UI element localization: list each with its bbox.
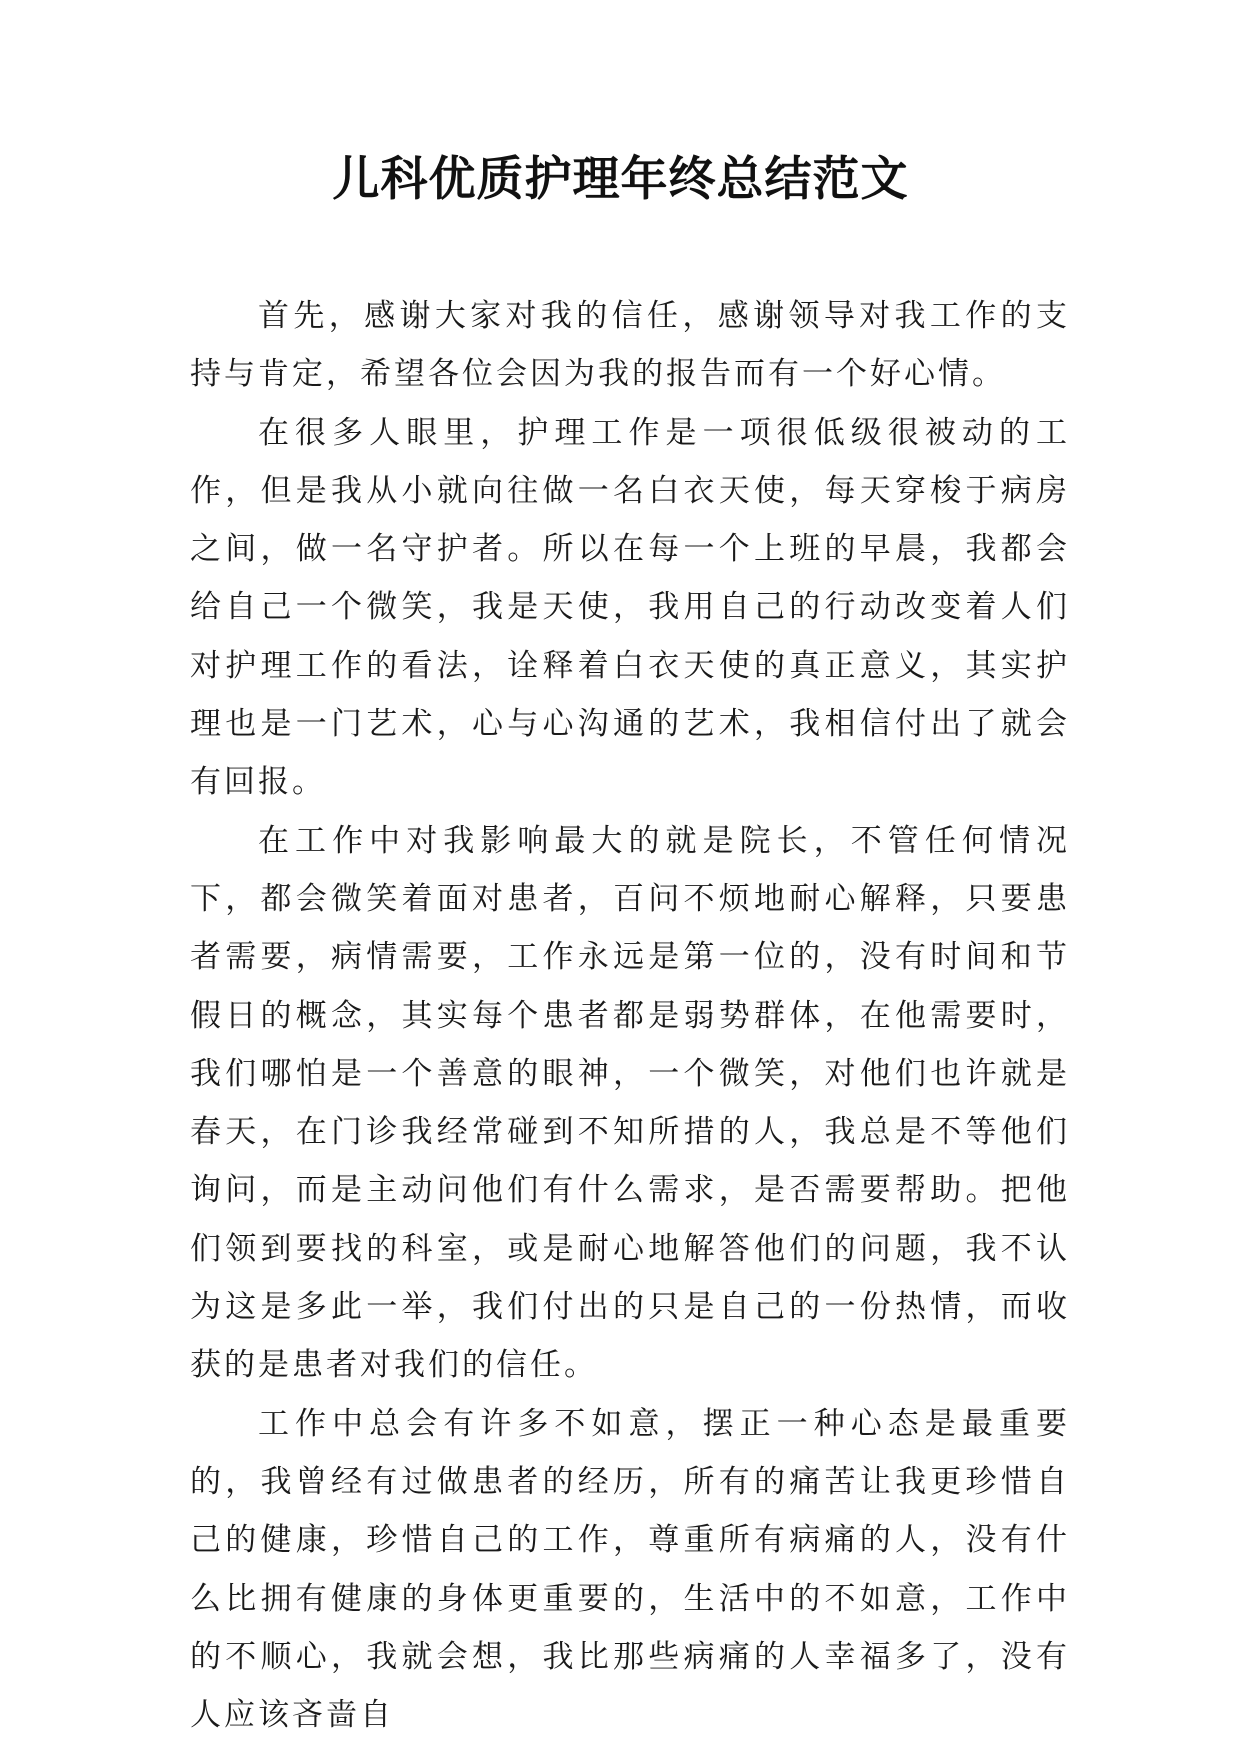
document-title: 儿科优质护理年终总结范文 (332, 152, 909, 207)
document-body (190, 287, 1070, 1744)
paragraph-2: 在很多人眼里，护理工作是一项很低级很被动的工作，但是我从小就向往做一名白衣天使，每天穿梭于病房之间，做一名守护者。所以在每一个上班的早晨，我都会给自己一个微笑，我是天使，我用自己的行动改变着人们对护理工作的看法，诠释着白衣天使的真正意义，其实护理也是一门艺术，心与心沟通的艺术，我相信付出了就会有回报。 (190, 414, 1070, 801)
paragraph-3: 在工作中对我影响最大的就是院长，不管任何情况下，都会微笑着面对患者，百问不烦地耐心解释，只要患者需要，病情需要，工作永远是第一位的，没有时间和节假日的概念，其实每个患者都是弱势群体，在他需要时，我们哪怕是一个善意的眼神，一个微笑，对他们也许就是春天，在门诊我经常碰到不知所措的人，我总是不等他们询问，而是主动问他们有什么需求，是否需要帮助。把他们领到要找的科室，或是耐心地解答他们的问题，我不认为这是多此一举，我们付出的只是自己的一份热情，而收获的是患者对我们的信任。 (190, 822, 1070, 1384)
paragraph-1: 首先，感谢大家对我的信任，感谢领导对我工作的支持与肯定，希望各位会因为我的报告而有一个好心情。 (190, 298, 1070, 393)
paragraph-4: 工作中总会有许多不如意，摆正一种心态是最重要的，我曾经有过做患者的经历，所有的痛苦让我更珍惜自己的健康，珍惜自己的工作，尊重所有病痛的人，没有什么比拥有健康的身体更重要的，生活中的不如意，工作中的不顺心，我就会想，我比那些病痛的人幸福多了，没有人应该吝啬自 (190, 1405, 1070, 1734)
